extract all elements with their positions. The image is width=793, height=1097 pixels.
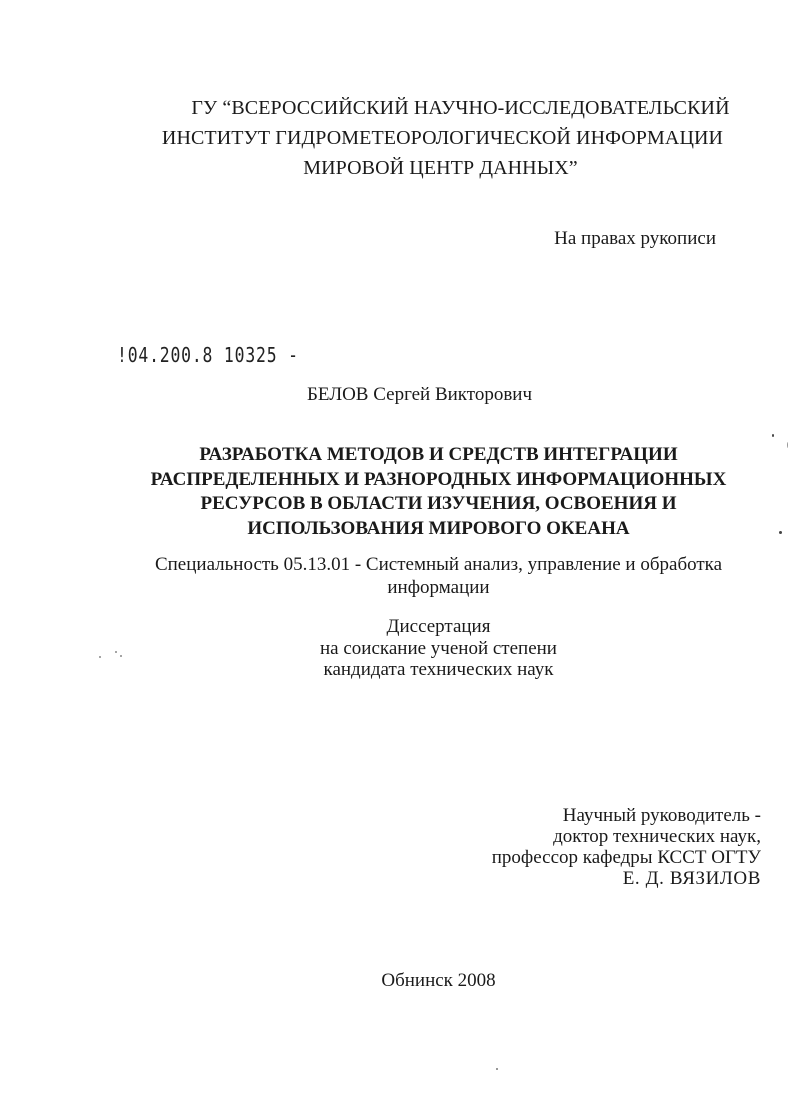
degree-line-2: кандидата технических наук — [323, 659, 554, 680]
scan-speck — [772, 434, 774, 437]
supervisor-name: Е. Д. ВЯЗИЛОВ — [622, 868, 761, 889]
specialty-block — [0, 553, 793, 599]
scan-speck — [115, 651, 117, 653]
specialty-line-2: информации — [387, 577, 490, 598]
inventory-number-stamp: !04.200.8 10325 - — [117, 343, 299, 367]
supervisor-position: профессор кафедры КССТ ОГТУ — [491, 847, 761, 868]
supervisor-block — [492, 805, 761, 889]
manuscript-rights-note: На правах рукописи — [554, 228, 716, 249]
institution-line-3: МИРОВОЙ ЦЕНТР ДАННЫХ” — [303, 157, 578, 179]
supervisor-degree: доктор технических наук, — [553, 826, 761, 847]
author-name: БЕЛОВ Сергей Викторович — [306, 384, 533, 405]
institution-line-1: ГУ “ВСЕРОССИЙСКИЙ НАУЧНО-ИССЛЕДОВАТЕЛЬСКИЙ — [191, 97, 730, 119]
scan-speck — [99, 656, 101, 658]
dissertation-degree-block — [0, 616, 793, 681]
title-line-2: РАСПРЕДЕЛЕННЫХ И РАЗНОРОДНЫХ ИНФОРМАЦИОННЫХ — [150, 468, 727, 490]
scan-speck — [120, 655, 122, 657]
dissertation-label: Диссертация — [386, 616, 491, 637]
title-line-1: РАЗРАБОТКА МЕТОДОВ И СРЕДСТВ ИНТЕГРАЦИИ — [199, 444, 678, 465]
specialty-line-1: Специальность 05.13.01 - Системный анализ, управление и обработка — [154, 554, 723, 575]
dissertation-title — [0, 443, 793, 541]
scan-speck — [787, 442, 788, 448]
title-line-4: ИСПОЛЬЗОВАНИЯ МИРОВОГО ОКЕАНА — [247, 517, 630, 539]
title-line-3: РЕСУРСОВ В ОБЛАСТИ ИЗУЧЕНИЯ, ОСВОЕНИЯ И — [200, 493, 677, 514]
scan-speck — [496, 1068, 498, 1070]
supervisor-role: Научный руководитель - — [562, 805, 761, 826]
institution-line-2: ИНСТИТУТ ГИДРОМЕТЕОРОЛОГИЧЕСКОЙ ИНФОРМАЦИИ — [161, 127, 724, 149]
degree-line-1: на соискание ученой степени — [320, 637, 557, 659]
place-and-year: Обнинск 2008 — [381, 970, 496, 991]
scan-speck — [779, 531, 782, 534]
